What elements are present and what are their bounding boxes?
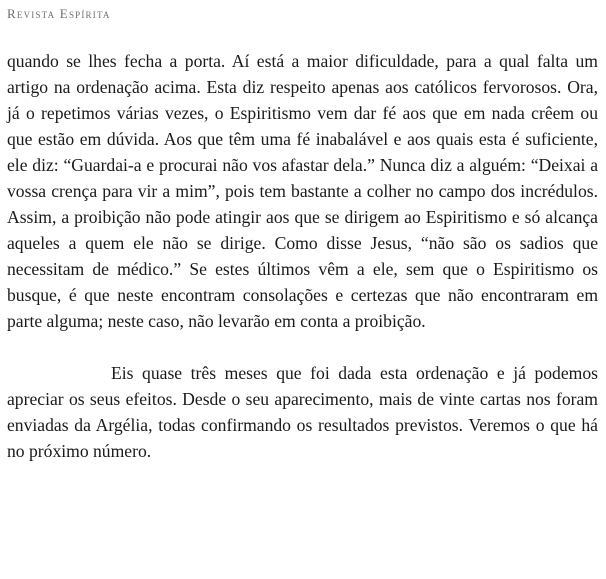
body-paragraph-2: Eis quase três meses que foi dada esta ordenação e já podemos apreciar os seus efeitos. Desde o seu aparecimento, mais de vinte cartas nos foram enviadas da Argélia, todas confirmando os resultados previstos. Veremos o que há no próximo número. — [7, 363, 598, 461]
page-body — [7, 48, 598, 464]
running-header: Revista Espírita — [7, 6, 111, 21]
body-paragraph-1: quando se lhes fecha a porta. Aí está a maior dificuldade, para a qual falta um artigo na ordenação acima. Esta diz respeito apenas aos católicos fervorosos. Ora, já o repetimos várias vezes, o Espiritismo vem dar fé aos que em nada crêem ou que estão em dúvida. Aos que têm uma fé inabalável e aos quais esta é suficiente, ele diz: “Guardai-a e procurai não vos afastar dela.” Nunca diz a alguém: “Deixai a vossa crença para vir a mim”, pois tem bastante a colher no campo dos incrédulos. Assim, a proibição não pode atingir aos que se dirigem ao Espiritismo e só alcança aqueles a quem ele não se dirige. Como disse Jesus, “não são os sadios que necessitam de médico.” Se estes últimos vêm a ele, sem que o Espiritismo os busque, é que neste encontram consolações e certezas que não encontraram em parte alguma; neste caso, não levarão em conta a proibição. — [7, 51, 598, 331]
